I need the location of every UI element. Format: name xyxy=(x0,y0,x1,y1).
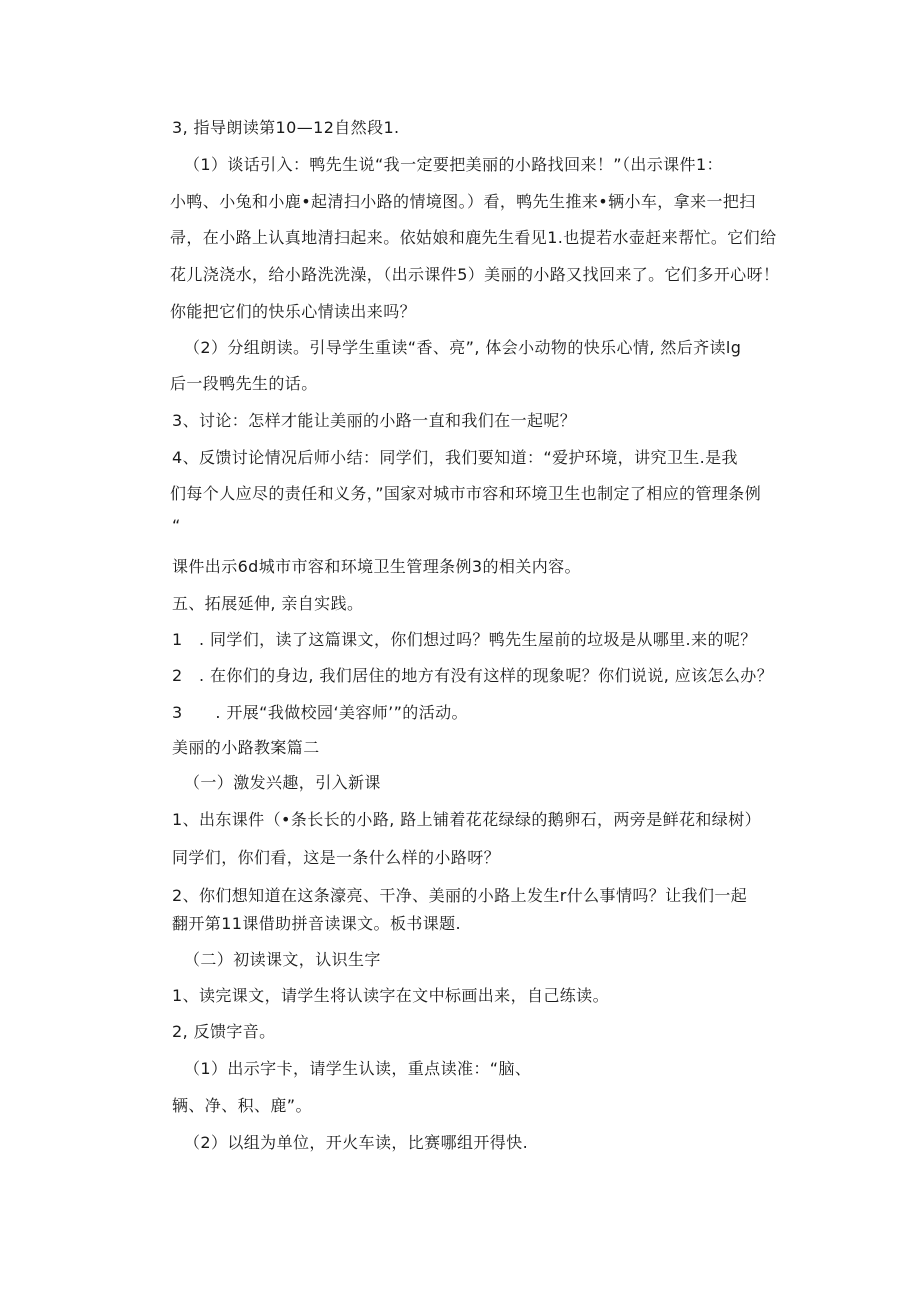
text-line: 2、你们想知道在这条濠亮、干净、美丽的小路上发生r什么事情吗？让我们一起 xyxy=(172,886,748,905)
text-line: 同学们，你们看，这是一条什么样的小路呀？ xyxy=(172,848,501,867)
text-line: 帚，在小路上认真地清扫起来。依姑娘和鹿先生看见1.也提若水壶赶来帮忙。它们给 xyxy=(170,228,777,247)
text-line: 你能把它们的快乐心情读出来吗？ xyxy=(170,302,417,321)
text-line: 3, 指导朗读第10—12自然段1. xyxy=(172,118,400,137)
text-line: 4、反馈讨论情况后师小结：同学们，我们要知道：“爱护环境，讲究卫生.是我 xyxy=(172,448,738,467)
text-line: 3 . 开展“我做校园‘美容师’”的活动。 xyxy=(172,703,468,722)
text-line: 1、读完课文，请学生将认读字在文中标画出来，自己练读。 xyxy=(172,986,609,1005)
text-line: 2 . 在你们的身边, 我们居住的地方有没有这样的现象呢？你们说说, 应该怎么办？ xyxy=(172,666,774,685)
text-line: 花儿浇浇水，给小路洗洗澡，（出示课件5）美丽的小路又找回来了。它们多开心呀！ xyxy=(170,265,780,284)
text-line: 翻开第11课借助拼音读课文。板书课题. xyxy=(172,914,462,933)
text-line: 3、讨论：怎样才能让美丽的小路一直和我们在一起呢？ xyxy=(172,411,577,430)
text-line: 们每个人应尽的责任和义务，”国家对城市市容和环境卫生也制定了相应的管理条例 xyxy=(170,484,762,503)
text-line: 小鸭、小兔和小鹿•起清扫小路的情境图。）看，鸭先生推来•辆小车，拿来一把扫 xyxy=(170,192,756,211)
text-line: 五、拓展延伸, 亲自实践。 xyxy=(172,594,364,613)
text-line: 1、出东课件（•条长长的小路, 路上铺着花花绿绿的鹅卵石，两旁是鲜花和绿树） xyxy=(172,810,761,829)
text-line: （1）谈话引入：鸭先生说“我一定要把美丽的小路找回来！”（出示课件1： xyxy=(184,155,723,174)
text-line: （1）出示字卡，请学生认读，重点读准：“脑、 xyxy=(184,1059,532,1078)
text-line: 2, 反馈字音。 xyxy=(172,1022,276,1041)
text-line: 辆、净、积、鹿”。 xyxy=(172,1096,312,1115)
text-line: 美丽的小路教案篇二 xyxy=(172,738,320,757)
text-line: （2）分组朗读。引导学生重读“香、亮”, 体会小动物的快乐心情, 然后齐读lg xyxy=(184,338,742,357)
text-line: （一）激发兴趣，引入新课 xyxy=(184,773,381,792)
text-line: 1 . 同学们，读了这篇课文，你们想过吗？鸭先生屋前的垃圾是从哪里.来的呢？ xyxy=(172,630,757,649)
text-line: 课件出示6d城市市容和环境卫生管理条例3的相关内容。 xyxy=(172,557,581,576)
text-line: 后一段鸭先生的话。 xyxy=(170,374,318,393)
text-line: （2）以组为单位，开火车读，比赛哪组开得快. xyxy=(184,1133,529,1152)
text-line: （二）初读课文，认识生字 xyxy=(184,950,381,969)
text-line: “ xyxy=(172,516,181,535)
